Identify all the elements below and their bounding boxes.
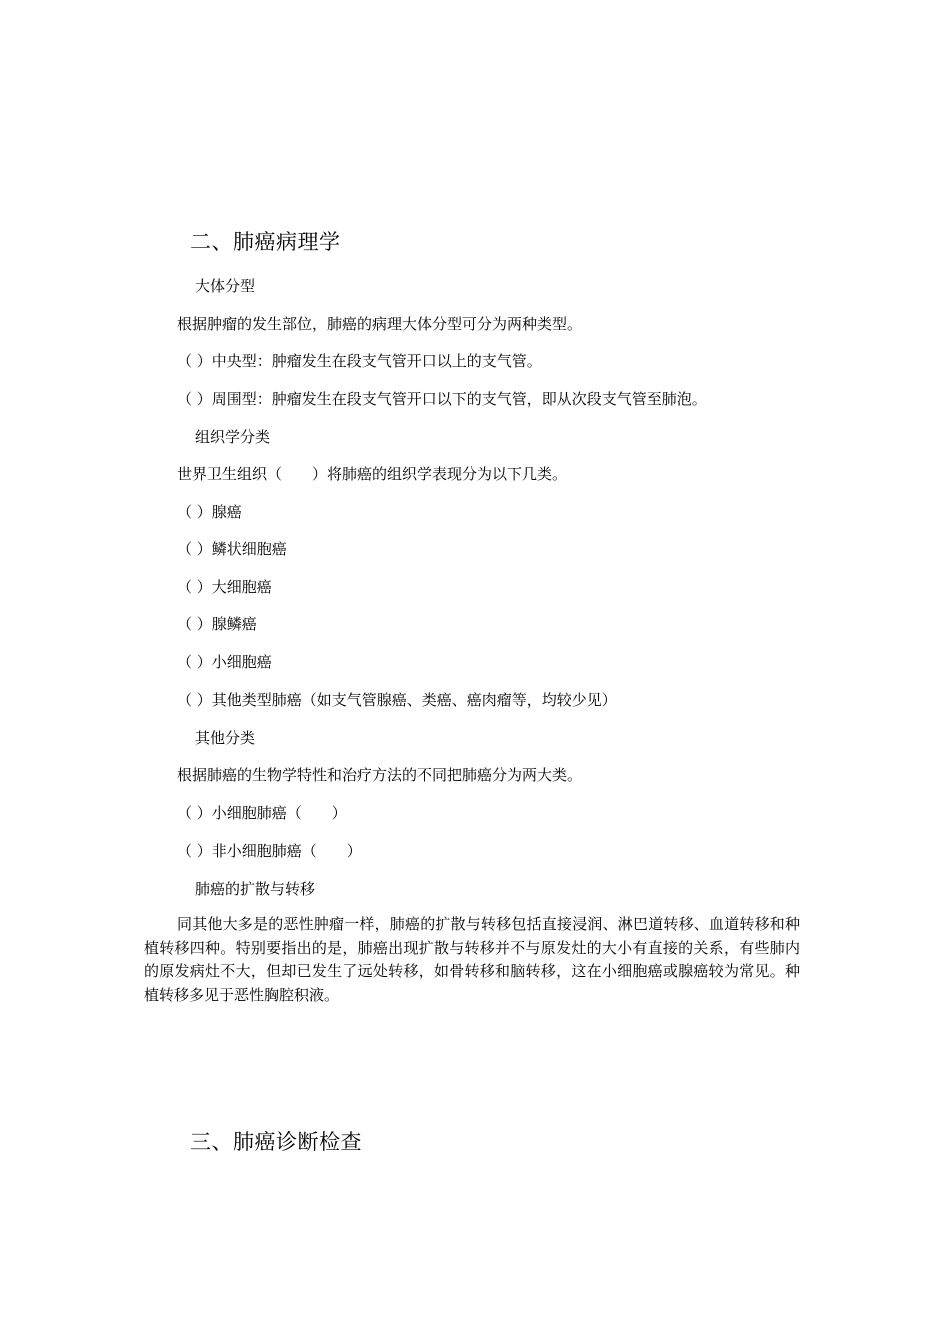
list-item-sclc: （ ）小细胞肺癌（ ） bbox=[177, 804, 347, 822]
list-item-other-types: （ ）其他类型肺癌（如支气管腺癌、类癌、癌肉瘤等，均较少见） bbox=[177, 691, 617, 709]
other-classification-heading: 其他分类 bbox=[195, 729, 256, 747]
section-2-title: 二、肺癌病理学 bbox=[190, 230, 341, 254]
list-item-squamous-cell: （ ）鳞状细胞癌 bbox=[177, 540, 287, 558]
spread-heading: 肺癌的扩散与转移 bbox=[195, 880, 316, 898]
list-item-nsclc: （ ）非小细胞肺癌（ ） bbox=[177, 842, 362, 860]
list-item-peripheral-type: （ ）周围型：肿瘤发生在段支气管开口以下的支气管，即从次段支气管至肺泡。 bbox=[177, 390, 707, 408]
histology-intro: 世界卫生组织（ ）将肺癌的组织学表现分为以下几类。 bbox=[177, 465, 568, 483]
other-classification-intro: 根据肺癌的生物学特性和治疗方法的不同把肺癌分为两大类。 bbox=[177, 766, 583, 784]
list-item-central-type: （ ）中央型：肿瘤发生在段支气管开口以上的支气管。 bbox=[177, 352, 542, 370]
histology-heading: 组织学分类 bbox=[195, 428, 271, 446]
list-item-large-cell: （ ）大细胞癌 bbox=[177, 578, 272, 596]
section-3-title: 三、肺癌诊断检查 bbox=[190, 1130, 362, 1154]
list-item-adenocarcinoma: （ ）腺癌 bbox=[177, 503, 242, 521]
gross-type-intro: 根据肿瘤的发生部位，肺癌的病理大体分型可分为两种类型。 bbox=[177, 315, 583, 333]
list-item-small-cell: （ ）小细胞癌 bbox=[177, 653, 272, 671]
list-item-adenosquamous: （ ）腺鳞癌 bbox=[177, 615, 257, 633]
spread-paragraph: 同其他大多是的恶性肿瘤一样，肺癌的扩散与转移包括直接浸润、淋巴道转移、血道转移和种植转移四种。特别要指出的是，肺癌出现扩散与转移并不与原发灶的大小有直接的关系，有些肺内的原发病灶不大，但却已发生了远处转移，如骨转移和脑转移，这在小细胞癌或腺癌较为常见。种植转移多见于恶性胸腔积液。 bbox=[144, 915, 800, 1004]
gross-type-heading: 大体分型 bbox=[195, 277, 256, 295]
